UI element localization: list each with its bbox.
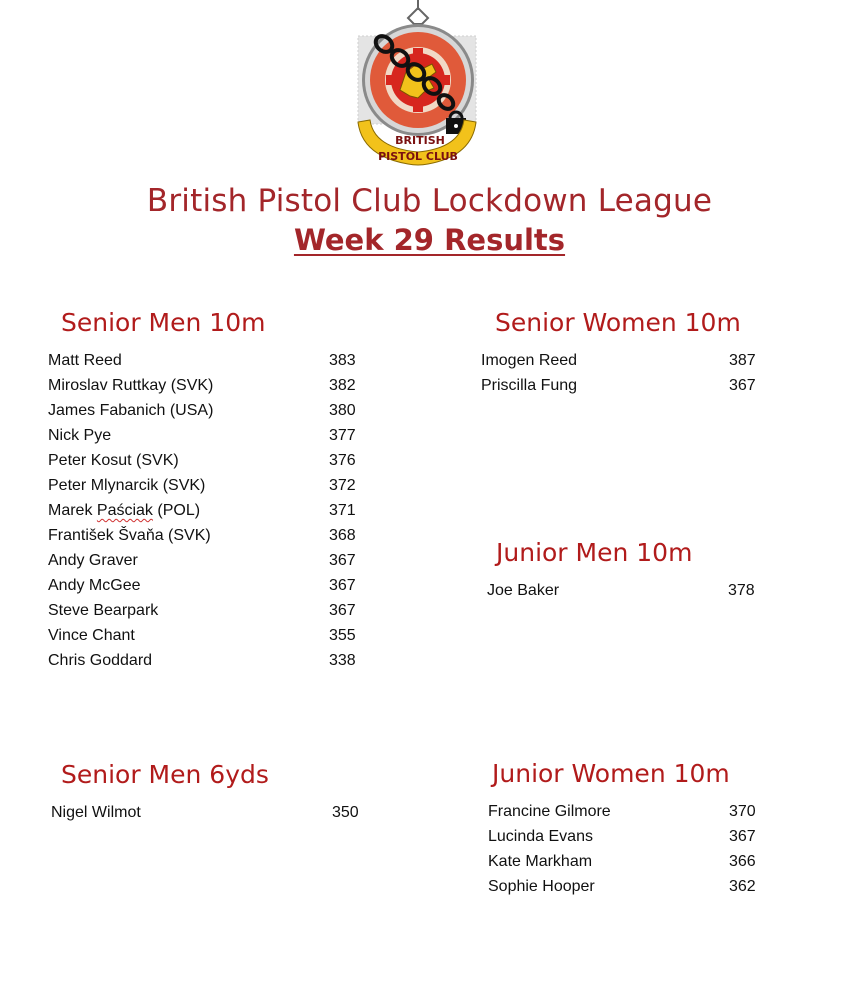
competitor-score: 380: [329, 402, 356, 419]
competitor-name: Joe Baker: [487, 582, 560, 599]
results-list: [481, 348, 781, 398]
result-row: [488, 849, 788, 874]
section-heading: Senior Men 6yds: [61, 760, 269, 789]
competitor-score: 367: [729, 377, 756, 394]
result-row: [488, 874, 788, 899]
competitor-name: Nick Pye: [48, 427, 112, 444]
club-logo: [352, 0, 482, 170]
competitor-name: Lucinda Evans: [488, 828, 593, 845]
competitor-score: 368: [329, 527, 356, 544]
result-row: [48, 373, 378, 398]
competitor-score: 367: [729, 828, 756, 845]
result-row: [48, 448, 378, 473]
competitor-score: 367: [329, 602, 356, 619]
result-row: [488, 824, 788, 849]
result-row: [48, 473, 378, 498]
competitor-name: Marek Paściak (POL): [48, 502, 201, 519]
competitor-score: 382: [329, 377, 356, 394]
section-heading: Junior Men 10m: [496, 538, 693, 567]
results-list: [488, 799, 788, 899]
competitor-name: Kate Markham: [488, 853, 593, 870]
competitor-name: František Švaňa (SVK): [48, 527, 211, 544]
competitor-name: Peter Mlynarcik (SVK): [48, 477, 206, 494]
competitor-name: Vince Chant: [48, 627, 135, 644]
competitor-name: Nigel Wilmot: [51, 804, 141, 821]
competitor-name: Miroslav Ruttkay (SVK): [48, 377, 214, 394]
page-subtitle: [0, 223, 859, 257]
competitor-name: James Fabanich (USA): [48, 402, 214, 419]
section-heading: Senior Men 10m: [61, 308, 266, 337]
competitor-name: Peter Kosut (SVK): [48, 452, 179, 469]
competitor-name: Chris Goddard: [48, 652, 153, 669]
competitor-score: 366: [729, 853, 756, 870]
competitor-score: 377: [329, 427, 356, 444]
competitor-name: Andy Graver: [48, 552, 138, 569]
competitor-name: Imogen Reed: [481, 352, 578, 369]
results-list: [51, 800, 381, 825]
spellcheck-underline: Paściak: [96, 502, 153, 519]
result-row: [481, 348, 781, 373]
competitor-score: 355: [329, 627, 356, 644]
section-heading: Junior Women 10m: [492, 759, 730, 788]
competitor-score: 376: [329, 452, 356, 469]
result-row: [488, 799, 788, 824]
competitor-name: Andy McGee: [48, 577, 141, 594]
competitor-score: 371: [329, 502, 356, 519]
competitor-name: Matt Reed: [48, 352, 122, 369]
competitor-score: 362: [729, 878, 756, 895]
result-row: [48, 348, 378, 373]
result-row: [48, 623, 378, 648]
result-row: [48, 423, 378, 448]
result-row: [51, 800, 381, 825]
competitor-score: 387: [729, 352, 756, 369]
competitor-score: 350: [332, 804, 359, 821]
competitor-score: 372: [329, 477, 356, 494]
competitor-name: Priscilla Fung: [481, 377, 578, 394]
result-row: [48, 648, 378, 673]
competitor-score: 338: [329, 652, 356, 669]
result-row: [48, 498, 378, 523]
results-list: [48, 348, 378, 673]
competitor-name: Steve Bearpark: [48, 602, 159, 619]
competitor-score: 370: [729, 803, 756, 820]
results-list: [487, 578, 787, 603]
competitor-score: 378: [728, 582, 755, 599]
british-pistol-club-crest-icon: [352, 0, 482, 170]
competitor-score: 383: [329, 352, 356, 369]
competitor-score: 367: [329, 552, 356, 569]
competitor-name: Sophie Hooper: [488, 878, 595, 895]
competitor-score: 367: [329, 577, 356, 594]
result-row: [48, 523, 378, 548]
result-row: [48, 548, 378, 573]
section-heading: Senior Women 10m: [495, 308, 741, 337]
result-row: [481, 373, 781, 398]
competitor-name: Francine Gilmore: [488, 803, 611, 820]
result-row: [487, 578, 787, 603]
result-row: [48, 598, 378, 623]
result-row: [48, 398, 378, 423]
result-row: [48, 573, 378, 598]
page-title: British Pistol Club Lockdown League: [146, 183, 713, 219]
week-results-heading: Week 29 Results: [293, 223, 566, 257]
logo-text-top: BRITISH: [395, 134, 445, 147]
logo-text-bottom: PISTOL CLUB: [378, 150, 458, 163]
